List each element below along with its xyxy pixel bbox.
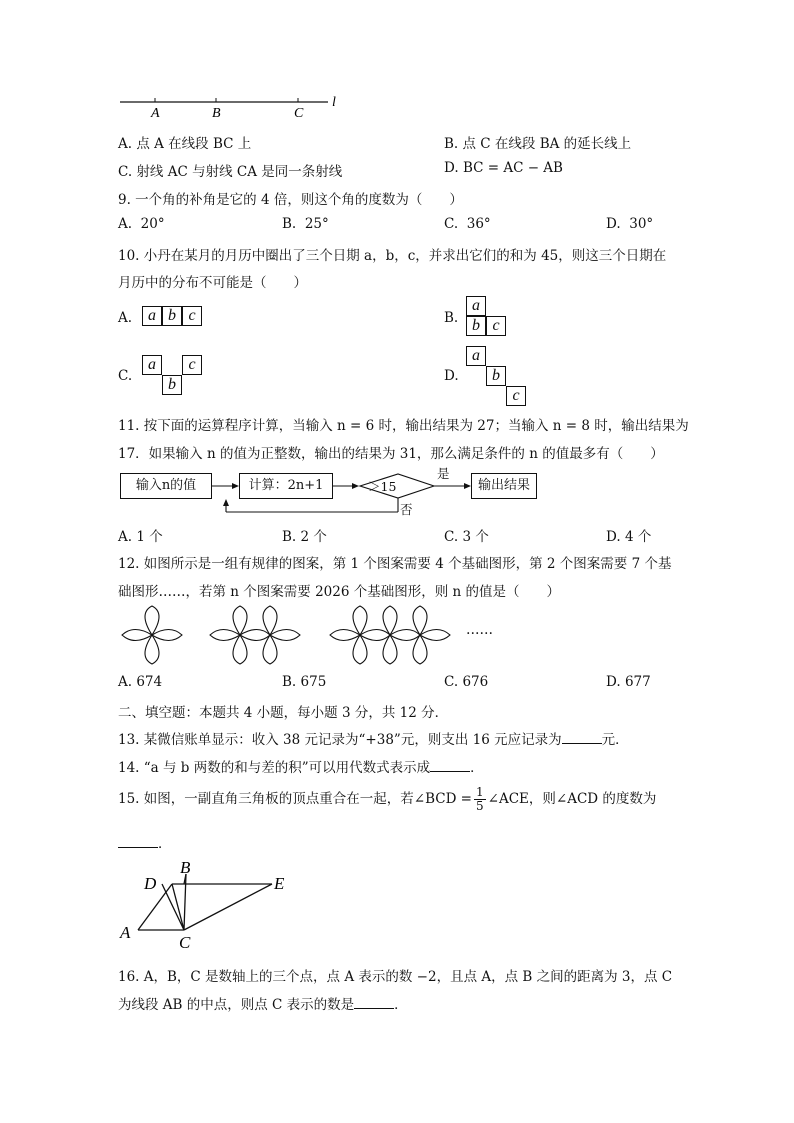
- q8-option-b[interactable]: B. 点 C 在线段 BA 的延长线上: [444, 136, 632, 152]
- section-2-heading: 二、填空题：本题共 4 小题，每小题 3 分，共 12 分．: [118, 705, 449, 721]
- grid-cell: a: [142, 306, 162, 326]
- q9-option-d[interactable]: D. 30°: [606, 216, 654, 232]
- grid-cell: b: [162, 306, 182, 326]
- arrow-icon: [223, 499, 229, 506]
- q11-option-c[interactable]: C. 3 个: [444, 529, 489, 545]
- q15-text: 15. 如图，一副直角三角板的顶点重合在一起，若∠BCD = $\frac{1}{5}$ ∠ACE，则∠ACD 的度数为: [118, 785, 657, 813]
- q10-stem-line1: 10. 小丹在某月的月历中圈出了三个日期 a，b，c，并求出它们的和为 45，则这三个日期在: [118, 248, 667, 264]
- q9-option-c[interactable]: C. 36°: [444, 216, 491, 232]
- q16-line2: 为线段 AB 的中点，则点 C 表示的数是 ．: [118, 997, 408, 1013]
- q12-option-b[interactable]: B. 675: [282, 674, 327, 690]
- grid-cell: c: [486, 316, 506, 336]
- flow-output-box: 输出结果: [471, 473, 537, 499]
- q8-line-figure: [118, 92, 348, 122]
- q12-ellipsis: ……: [466, 622, 493, 638]
- pattern-3: [330, 606, 450, 664]
- vertex-e-label: E: [274, 874, 285, 893]
- point-b-label: B: [212, 106, 221, 121]
- q12-option-c[interactable]: C. 676: [444, 674, 489, 690]
- q9-option-a[interactable]: A. 20°: [118, 216, 165, 232]
- arrow-icon: [352, 483, 359, 489]
- grid-cell: c: [182, 306, 202, 326]
- q10-stem-line2: 月历中的分布不可能是（ ）: [118, 275, 307, 291]
- q8-option-d[interactable]: D. BC = AC − AB: [444, 160, 563, 176]
- q12-stem-line1: 12. 如图所示是一组有规律的图案，第 1 个图案需要 4 个基础图形，第 2 个图案需要 7 个基: [118, 556, 672, 572]
- vertex-c-label: C: [179, 933, 191, 952]
- q11-stem-line2: 17．如果输入 n 的值为正整数，输出的结果为 31，那么满足条件的 n 的值最多有（ ）: [118, 446, 664, 462]
- line-name-label: l: [332, 95, 336, 110]
- flow-connectors: [110, 462, 550, 524]
- arrow-icon: [232, 483, 239, 489]
- q15-answer-blank[interactable]: [118, 835, 158, 848]
- q15-line2: ．: [118, 832, 172, 852]
- q8-option-c[interactable]: C. 射线 AC 与射线 CA 是同一条射线: [118, 164, 343, 180]
- grid-cell: c: [506, 386, 526, 406]
- q12-option-a[interactable]: A. 674: [118, 674, 163, 690]
- point-c-label: C: [294, 106, 304, 121]
- q12-pattern-figure: [116, 604, 456, 668]
- q12-stem-line2: 础图形……，若第 n 个图案需要 2026 个基础图形，则 n 的值是（ ）: [118, 584, 560, 600]
- flow-no-label: 否: [400, 502, 413, 517]
- flow-condition-label: ＞15: [368, 479, 397, 494]
- q9-stem: 9. 一个角的补角是它的 4 倍，则这个角的度数为（ ）: [118, 192, 463, 208]
- vertex-a-label: A: [120, 923, 131, 942]
- flow-input-box: 输入n的值: [120, 473, 212, 499]
- q16-line1: 16. A，B，C 是数轴上的三个点，点 A 表示的数 −2，且点 A，点 B 之间的距离为 3，点 C: [118, 969, 673, 985]
- q10-option-c-label[interactable]: C.: [118, 368, 133, 384]
- q12-option-d[interactable]: D. 677: [606, 674, 651, 690]
- q11-option-d[interactable]: D. 4 个: [606, 529, 652, 545]
- vertex-d-label: D: [144, 874, 157, 893]
- grid-cell: b: [466, 316, 486, 336]
- q11-stem-line1: 11. 按下面的运算程序计算，当输入 n = 6 时，输出结果为 27；当输入 n = 8 时，输出结果为: [118, 418, 689, 434]
- q15-triangle-figure: [112, 856, 302, 952]
- q14-text: 14. “a 与 b 两数的和与差的积”可以用代数式表示成 ．: [118, 760, 484, 776]
- grid-cell: a: [142, 355, 162, 375]
- q9-option-b[interactable]: B. 25°: [282, 216, 329, 232]
- grid-cell: c: [182, 355, 202, 375]
- grid-cell: a: [466, 296, 486, 316]
- pattern-2: [210, 606, 300, 664]
- grid-cell: b: [486, 366, 506, 386]
- flow-yes-label: 是: [437, 466, 450, 481]
- pattern-1: [122, 606, 182, 664]
- q8-option-a[interactable]: A. 点 A 在线段 BC 上: [118, 136, 252, 152]
- q14-answer-blank[interactable]: [430, 759, 470, 772]
- q11-option-a[interactable]: A. 1 个: [118, 529, 163, 545]
- point-a-label: A: [151, 106, 160, 121]
- q10-option-a-label[interactable]: A.: [118, 310, 133, 326]
- q13-answer-blank[interactable]: [562, 731, 602, 744]
- q15-fraction: $\frac{1}{5}$: [476, 785, 484, 813]
- q16-answer-blank[interactable]: [354, 996, 394, 1009]
- q10-option-d-label[interactable]: D.: [444, 368, 459, 384]
- flow-compute-box: 计算：2n+1: [239, 473, 333, 499]
- grid-cell: b: [162, 375, 182, 395]
- arrow-icon: [464, 483, 471, 489]
- vertex-b-label: B: [180, 858, 191, 877]
- grid-cell: a: [466, 346, 486, 366]
- q11-option-b[interactable]: B. 2 个: [282, 529, 327, 545]
- q13-text: 13. 某微信账单显示：收入 38 元记录为“+38”元，则支出 16 元应记录为 元．: [118, 732, 629, 748]
- q10-option-b-label[interactable]: B.: [444, 310, 459, 326]
